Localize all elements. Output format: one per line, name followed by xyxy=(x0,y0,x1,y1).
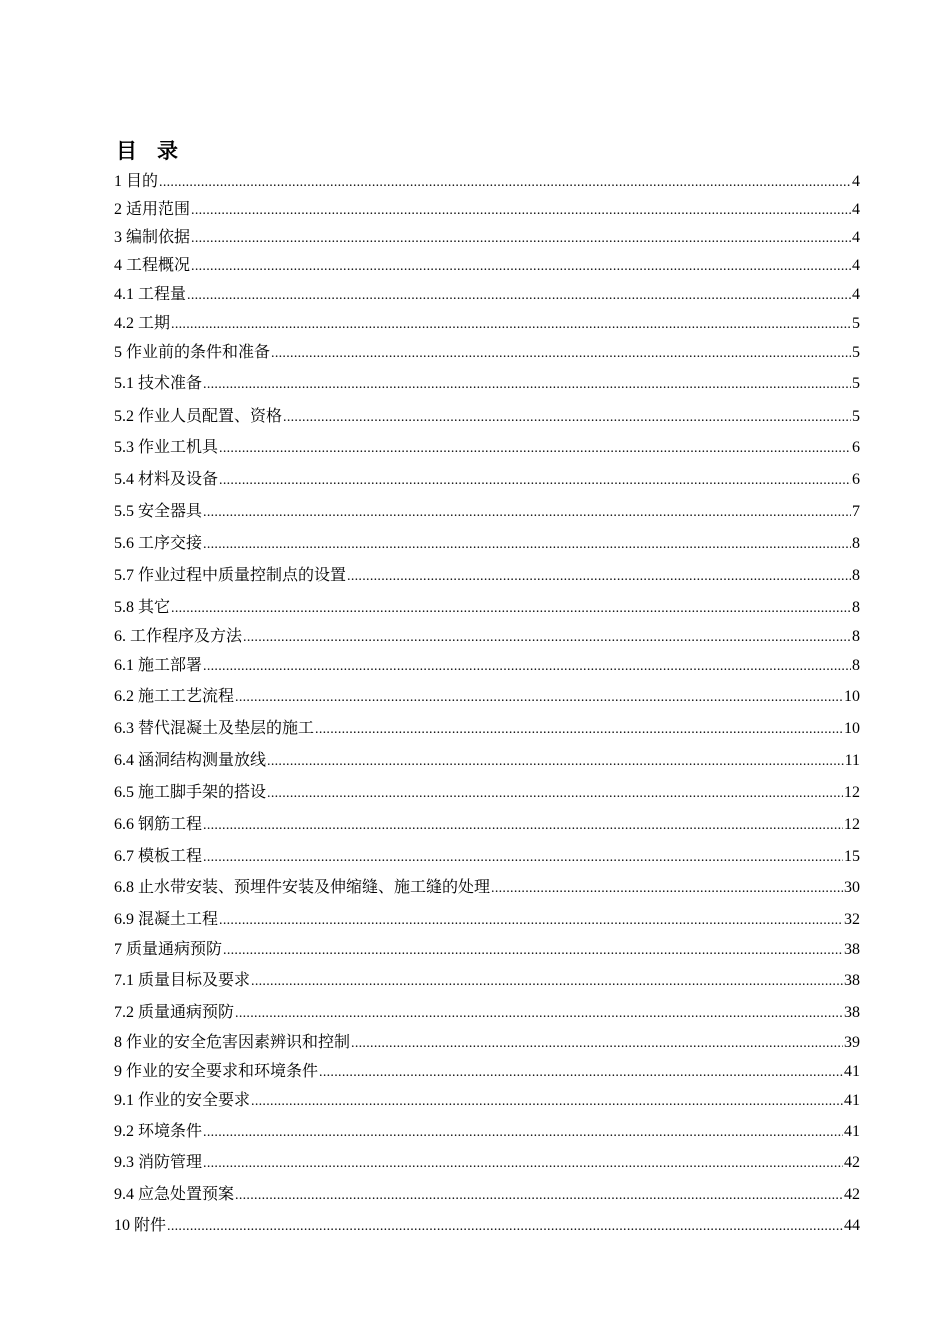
toc-entry-label: 5.5 安全器具 xyxy=(114,503,203,520)
toc-entry-label: 7.2 质量通病预防 xyxy=(114,1004,235,1021)
toc-dot-leader xyxy=(251,1092,843,1112)
toc-entry-label: 3 编制依据 xyxy=(114,229,191,246)
toc-title-part1: 目 xyxy=(116,139,137,163)
toc-entry-page-number: 41 xyxy=(844,1063,860,1080)
toc-dot-leader xyxy=(283,408,851,428)
toc-entry-page-number: 38 xyxy=(844,972,860,989)
toc-entry-page-number: 32 xyxy=(844,911,860,928)
toc-entry-page-number: 42 xyxy=(844,1186,860,1203)
toc-dot-leader xyxy=(203,503,851,523)
toc-dot-leader xyxy=(235,688,843,708)
toc-entry[interactable] xyxy=(114,374,860,394)
toc-entry[interactable] xyxy=(114,1122,860,1142)
toc-entry-label: 5.2 作业人员配置、资格 xyxy=(114,408,283,425)
toc-entry-page-number: 41 xyxy=(844,1092,860,1109)
toc-entry-page-number: 39 xyxy=(844,1034,860,1051)
toc-entry-label: 5.6 工序交接 xyxy=(114,535,203,552)
toc-entry-label: 6.6 钢筋工程 xyxy=(114,816,203,833)
toc-entry[interactable] xyxy=(114,1153,860,1173)
toc-entry-page-number: 15 xyxy=(844,848,860,865)
toc-dot-leader xyxy=(159,173,851,193)
toc-entry-label: 5.4 材料及设备 xyxy=(114,471,219,488)
toc-entry-label: 4.2 工期 xyxy=(114,315,171,332)
toc-entry[interactable] xyxy=(114,256,860,276)
toc-dot-leader xyxy=(203,657,851,677)
toc-entry-page-number: 5 xyxy=(852,344,860,361)
toc-title-part2: 录 xyxy=(157,139,178,163)
toc-dot-leader xyxy=(267,784,843,804)
toc-entry[interactable] xyxy=(114,815,860,835)
toc-entry-label: 6.7 模板工程 xyxy=(114,848,203,865)
toc-entry[interactable] xyxy=(114,1185,860,1205)
toc-dot-leader xyxy=(191,229,851,249)
toc-entry-label: 6.2 施工工艺流程 xyxy=(114,688,235,705)
toc-entry[interactable] xyxy=(114,971,860,991)
toc-entry-label: 6.4 涵洞结构测量放线 xyxy=(114,752,267,769)
toc-entry-label: 6.9 混凝土工程 xyxy=(114,911,219,928)
toc-entry[interactable] xyxy=(114,656,860,676)
toc-entry-label: 5.3 作业工机具 xyxy=(114,439,219,456)
table-of-contents xyxy=(114,138,860,1234)
toc-entry[interactable] xyxy=(114,438,860,458)
toc-entry[interactable] xyxy=(114,878,860,898)
toc-entry[interactable] xyxy=(114,470,860,490)
toc-dot-leader xyxy=(235,1186,843,1206)
toc-entry-label: 7.1 质量目标及要求 xyxy=(114,972,251,989)
toc-entry-page-number: 8 xyxy=(852,567,860,584)
toc-dot-leader xyxy=(315,720,843,740)
toc-entry-page-number: 4 xyxy=(852,173,860,190)
toc-dot-leader xyxy=(203,1154,843,1174)
toc-dot-leader xyxy=(203,375,851,395)
toc-entry[interactable] xyxy=(114,566,860,586)
toc-entry-page-number: 12 xyxy=(844,784,860,801)
toc-dot-leader xyxy=(219,911,843,931)
toc-dot-leader xyxy=(203,1123,843,1143)
toc-dot-leader xyxy=(319,1063,843,1083)
toc-entry[interactable] xyxy=(114,940,860,960)
toc-entry-page-number: 12 xyxy=(844,816,860,833)
toc-entry-page-number: 5 xyxy=(852,408,860,425)
toc-entry-page-number: 10 xyxy=(844,720,860,737)
toc-entry[interactable] xyxy=(114,598,860,618)
toc-dot-leader xyxy=(347,567,851,587)
toc-dot-leader xyxy=(171,599,851,619)
toc-entry-page-number: 4 xyxy=(852,257,860,274)
toc-entry-page-number: 8 xyxy=(852,599,860,616)
toc-entry[interactable] xyxy=(114,751,860,771)
toc-entry-label: 9.3 消防管理 xyxy=(114,1154,203,1171)
toc-dot-leader xyxy=(191,257,851,277)
toc-entry-page-number: 38 xyxy=(844,1004,860,1021)
toc-entry-page-number: 30 xyxy=(844,879,860,896)
toc-entry[interactable] xyxy=(114,783,860,803)
toc-entry-page-number: 44 xyxy=(844,1217,860,1234)
toc-entry-page-number: 42 xyxy=(844,1154,860,1171)
toc-entry-label: 5.1 技术准备 xyxy=(114,375,203,392)
toc-entry[interactable] xyxy=(114,687,860,707)
toc-entry-label: 6. 工作程序及方法 xyxy=(114,628,243,645)
toc-dot-leader xyxy=(267,752,844,772)
toc-dot-leader xyxy=(187,286,851,306)
toc-dot-leader xyxy=(191,201,851,221)
toc-entry[interactable] xyxy=(114,228,860,248)
toc-entry[interactable] xyxy=(114,343,860,363)
toc-dot-leader xyxy=(171,315,851,335)
toc-dot-leader xyxy=(243,628,851,648)
toc-entry-page-number: 6 xyxy=(852,439,860,456)
toc-entry-page-number: 6 xyxy=(852,471,860,488)
toc-dot-leader xyxy=(203,535,851,555)
toc-entry-label: 4 工程概况 xyxy=(114,257,191,274)
toc-entry-page-number: 8 xyxy=(852,628,860,645)
toc-dot-leader xyxy=(219,439,851,459)
toc-entry[interactable] xyxy=(114,534,860,554)
toc-entry-label: 6.5 施工脚手架的搭设 xyxy=(114,784,267,801)
toc-entry[interactable] xyxy=(114,1062,860,1082)
toc-entry-label: 7 质量通病预防 xyxy=(114,941,223,958)
toc-entry-page-number: 5 xyxy=(852,315,860,332)
toc-title xyxy=(116,138,860,164)
toc-entry-label: 5 作业前的条件和准备 xyxy=(114,344,271,361)
toc-entry[interactable] xyxy=(114,502,860,522)
toc-entry[interactable] xyxy=(114,172,860,192)
toc-entry-page-number: 4 xyxy=(852,229,860,246)
toc-entry[interactable] xyxy=(114,910,860,930)
toc-dot-leader xyxy=(491,879,843,899)
toc-entry-label: 8 作业的安全危害因素辨识和控制 xyxy=(114,1034,351,1051)
toc-entry-page-number: 8 xyxy=(852,535,860,552)
toc-entry-label: 9.1 作业的安全要求 xyxy=(114,1092,251,1109)
toc-dot-leader xyxy=(219,471,851,491)
toc-entry-label: 2 适用范围 xyxy=(114,201,191,218)
toc-entry-page-number: 41 xyxy=(844,1123,860,1140)
toc-entry-label: 6.1 施工部署 xyxy=(114,657,203,674)
toc-entry-page-number: 7 xyxy=(852,503,860,520)
toc-entry-label: 5.8 其它 xyxy=(114,599,171,616)
toc-entry-label: 4.1 工程量 xyxy=(114,286,187,303)
toc-entry-label: 1 目的 xyxy=(114,173,159,190)
toc-entry-page-number: 10 xyxy=(844,688,860,705)
toc-dot-leader xyxy=(167,1217,843,1237)
toc-entry-label: 9.4 应急处置预案 xyxy=(114,1186,235,1203)
toc-dot-leader xyxy=(235,1004,843,1024)
toc-entry[interactable] xyxy=(114,285,860,305)
toc-entry[interactable] xyxy=(114,627,860,647)
toc-entry[interactable] xyxy=(114,847,860,867)
toc-entry-page-number: 11 xyxy=(844,752,860,769)
toc-dot-leader xyxy=(251,972,843,992)
toc-entry[interactable] xyxy=(114,407,860,427)
toc-entry[interactable] xyxy=(114,1033,860,1053)
toc-entry-label: 5.7 作业过程中质量控制点的设置 xyxy=(114,567,347,584)
toc-entry[interactable] xyxy=(114,1216,860,1236)
toc-dot-leader xyxy=(203,816,843,836)
toc-entry-page-number: 4 xyxy=(852,201,860,218)
toc-dot-leader xyxy=(203,848,843,868)
toc-dot-leader xyxy=(351,1034,843,1054)
toc-dot-leader xyxy=(223,941,843,961)
toc-entry[interactable] xyxy=(114,1091,860,1111)
toc-entry[interactable] xyxy=(114,719,860,739)
toc-entry-label: 9 作业的安全要求和环境条件 xyxy=(114,1063,319,1080)
toc-entry-page-number: 38 xyxy=(844,941,860,958)
toc-entry[interactable] xyxy=(114,314,860,334)
toc-entry-page-number: 5 xyxy=(852,375,860,392)
toc-entry-label: 10 附件 xyxy=(114,1217,167,1234)
toc-entry[interactable] xyxy=(114,200,860,220)
toc-dot-leader xyxy=(271,344,851,364)
toc-entry-label: 6.3 替代混凝土及垫层的施工 xyxy=(114,720,315,737)
toc-entry[interactable] xyxy=(114,1003,860,1023)
toc-entry-label: 9.2 环境条件 xyxy=(114,1123,203,1140)
toc-entry-label: 6.8 止水带安装、预埋件安装及伸缩缝、施工缝的处理 xyxy=(114,879,491,896)
toc-entry-page-number: 4 xyxy=(852,286,860,303)
toc-entry-page-number: 8 xyxy=(852,657,860,674)
